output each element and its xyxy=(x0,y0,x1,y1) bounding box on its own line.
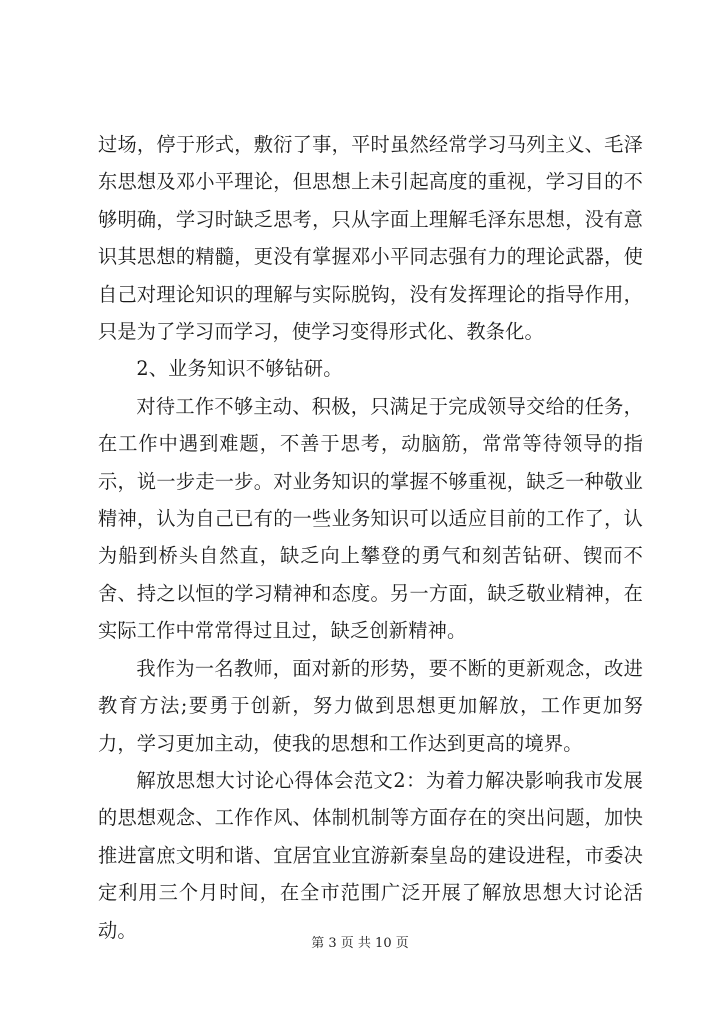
paragraph-sample-essay-2: 解放思想大讨论心得体会范文2：为着力解决影响我市发展的思想观念、工作作风、体制机制等方面存在的突出问题，加快推进富庶文明和谐、宜居宜业宜游新秦皇岛的建设进程，市委决定利用三个月时间，在全市范围广泛开展了解放思想大讨论活动。 xyxy=(98,768,643,942)
paragraph-teacher-resolution: 我作为一名教师，面对新的形势，要不断的更新观念，改进教育方法;要勇于创新，努力做到思想更加解放，工作更加努力，学习更加主动，使我的思想和工作达到更高的境界。 xyxy=(98,656,643,755)
paragraph-continuation: 过场，停于形式，敷衍了事，平时虽然经常学习马列主义、毛泽东思想及邓小平理论，但思想上未引起高度的重视，学习目的不够明确，学习时缺乏思考，只从字面上理解毛泽东思想，没有意识其思想的精髓，更没有掌握邓小平同志强有力的理论武器，使自己对理论知识的理解与实际脱钩，没有发挥理论的指导作用，只是为了学习而学习，使学习变得形式化、教条化。 xyxy=(98,133,643,344)
paragraph-business-knowledge: 对待工作不够主动、积极，只满足于完成领导交给的任务，在工作中遇到难题，不善于思考，动脑筋，常常等待领导的指示，说一步走一步。对业务知识的掌握不够重视，缺乏一种敬业精神，认为自己已有的一些业务知识可以适应目前的工作了，认为船到桥头自然直，缺乏向上攀登的勇气和刻苦钻研、锲而不舍、持之以恒的学习精神和态度。另一方面，缺乏敬业精神，在实际工作中常常得过且过，缺乏创新精神。 xyxy=(98,394,643,643)
page-footer: 第 3 页 共 10 页 xyxy=(311,936,409,951)
section-heading: 2、业务知识不够钻研。 xyxy=(136,357,343,381)
document-body xyxy=(98,126,643,949)
